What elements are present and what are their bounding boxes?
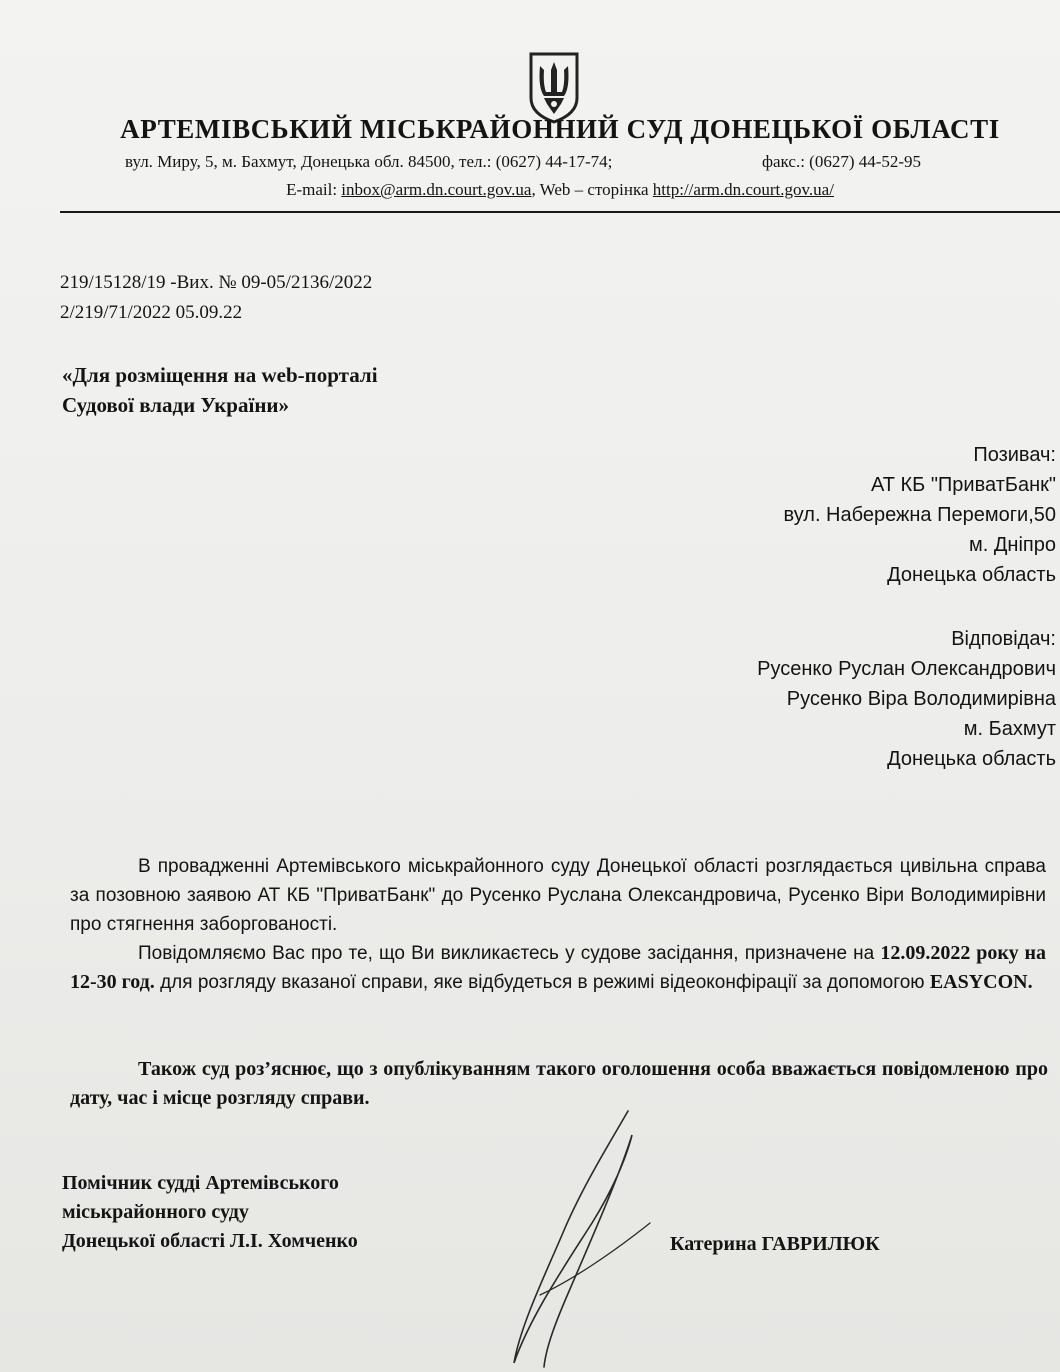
plaintiff-street: вул. Набережна Перемоги,50: [783, 504, 1056, 526]
portal-note-line1: «Для розміщення на web-порталі: [62, 363, 378, 387]
case-number: 2/219/71/2022 05.09.22: [60, 302, 243, 323]
case-paragraph: В провадженні Артемівського міськрайонного суду Донецької області розглядається цивільна справа за позовною заявою АТ КБ "ПриватБанк" до Русенко Руслана Олександровича, Русенко Віри Володимирівни про стягнення заборгованості.: [70, 856, 1046, 935]
email-label: E-mail:: [286, 180, 338, 199]
defendant-block: [757, 624, 1056, 774]
hearing-intro: Повідомляємо Вас про те, що Ви викликаєтесь у судове засідання, призначене на: [138, 943, 881, 964]
hearing-paragraph: [70, 939, 1046, 997]
plaintiff-block: [784, 440, 1056, 590]
portal-note: [62, 360, 378, 420]
plaintiff-label: Позивач:: [973, 444, 1056, 466]
header-divider: [60, 211, 1060, 213]
plaintiff-region: Донецька область: [887, 564, 1056, 586]
plaintiff-city: м. Дніпро: [969, 534, 1056, 556]
defendant-region: Донецька область: [887, 748, 1056, 770]
web-label: , Web – сторінка: [531, 180, 649, 199]
defendant-name-1: Русенко Руслан Олександрович: [757, 658, 1056, 680]
plaintiff-name: АТ КБ "ПриватБанк": [870, 474, 1056, 496]
hearing-date: 12.09.2022 року на 12-30 год.: [70, 942, 1047, 993]
defendant-city: м. Бахмут: [963, 718, 1056, 740]
court-contacts: [0, 180, 1060, 200]
web-link[interactable]: http://arm.dn.court.gov.ua/: [652, 180, 834, 199]
assistant-title-2: міськрайонного суду: [62, 1201, 249, 1223]
handwritten-signature: [500, 1105, 670, 1372]
court-name: АРТЕМІВСЬКИЙ МІСЬКРАЙОННИЙ СУД ДОНЕЦЬКОЇ ОБЛАСТІ: [120, 114, 1000, 144]
portal-note-line2: Судової влади України»: [62, 393, 290, 417]
court-fax: факс.: (0627) 44-52-95: [762, 152, 922, 171]
defendant-label: Відповідач:: [951, 628, 1056, 650]
hearing-details: для розгляду вказаної справи, яке відбудеться в режимі відеоконфірації за допомогою: [154, 972, 930, 993]
email-link[interactable]: inbox@arm.dn.court.gov.ua: [341, 180, 532, 199]
reference-number: 219/15128/19 -Вих. № 09-05/2136/2022: [60, 272, 373, 293]
court-address: вул. Миру, 5, м. Бахмут, Донецька обл. 84500, тел.: (0627) 44-17-74;: [125, 152, 613, 171]
hearing-platform: EASYCON.: [929, 971, 1033, 993]
assistant-signature-block: [62, 1169, 358, 1256]
publication-notice: Також суд роз’яснює, що з опублікуванням такого оголошення особа вважається повідомленою про дату, час і місце розгляду справи.: [70, 1058, 1048, 1109]
assistant-title-3: Донецької області Л.І. Хомченко: [62, 1230, 358, 1252]
signer-name: Катерина ГАВРИЛЮК: [670, 1233, 880, 1255]
assistant-title-1: Помічник судді Артемівського: [62, 1172, 339, 1194]
defendant-name-2: Русенко Віра Володимирівна: [786, 688, 1056, 710]
